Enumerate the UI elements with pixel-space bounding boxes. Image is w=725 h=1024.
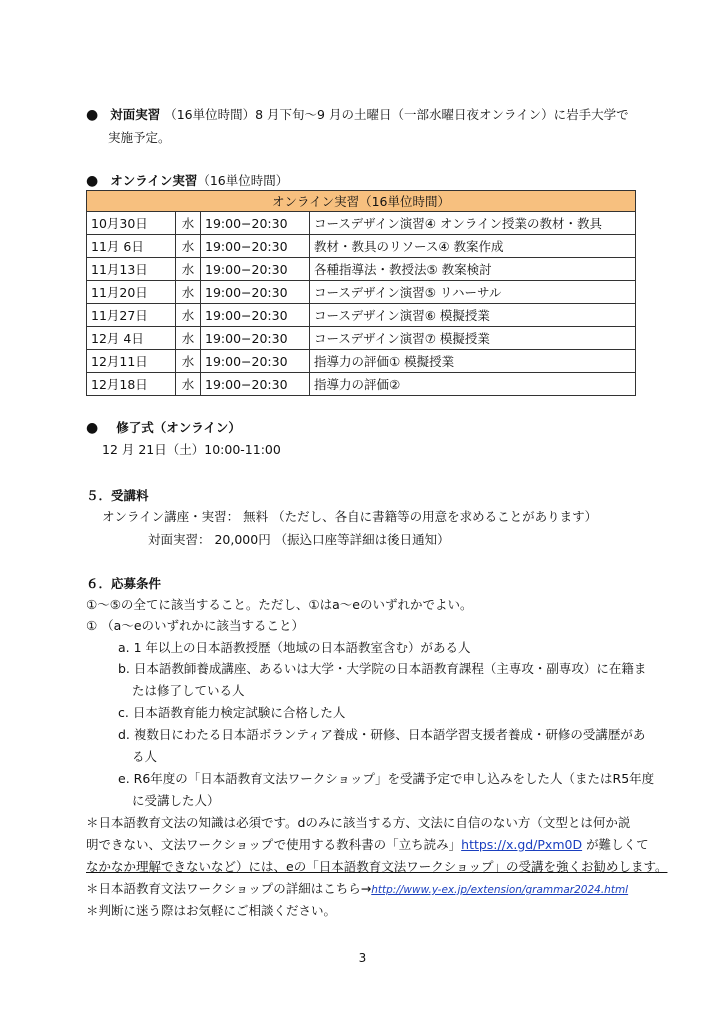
table-row xyxy=(87,350,636,373)
table-row xyxy=(87,212,636,235)
note-consult: ＊判断に迷う際はお気軽にご相談ください。 xyxy=(86,903,337,918)
cell-topic: 各種指導法・教授法⑤ 教案検討 xyxy=(310,258,636,281)
condition-d-line-2: る人 xyxy=(132,749,158,764)
cell-time: 19:00−20:30 xyxy=(201,304,310,327)
condition-a: a. 1 年以上の日本語教授歴（地域の日本語教室含む）がある人 xyxy=(118,640,471,655)
table-row xyxy=(87,281,636,304)
cell-time: 19:00−20:30 xyxy=(201,258,310,281)
table-row xyxy=(87,327,636,350)
bullet-icon: ● xyxy=(86,173,99,189)
fee-line-online: オンライン講座・実習： 無料 （ただし、各自に書籍等の用意を求めることがあります） xyxy=(102,509,598,524)
face-to-face-label: 対面実習 xyxy=(110,107,161,122)
cell-date: 11月20日 xyxy=(87,281,176,304)
table-row xyxy=(87,235,636,258)
condition-c: c. 日本語教育能力検定試験に合格した人 xyxy=(118,705,346,720)
cell-day: 水 xyxy=(176,281,201,304)
cell-time: 19:00−20:30 xyxy=(201,350,310,373)
cell-topic: 指導力の評価① 模擬授業 xyxy=(310,350,636,373)
note-grammar-line-1: ＊日本語教育文法の知識は必須です。dのみに該当する方、文法に自信のない方（文型とは何か説 xyxy=(86,815,631,830)
cell-date: 10月30日 xyxy=(87,212,176,235)
cell-time: 19:00−20:30 xyxy=(201,281,310,304)
cell-day: 水 xyxy=(176,304,201,327)
cell-date: 11月 6日 xyxy=(87,235,176,258)
cell-date: 12月 4日 xyxy=(87,327,176,350)
condition-b-line-2: たは修了している人 xyxy=(132,683,245,698)
online-label: オンライン実習 xyxy=(110,173,198,188)
textbook-preview-link[interactable]: https://x.gd/Pxm0D xyxy=(461,837,583,852)
cell-date: 12月11日 xyxy=(87,350,176,373)
online-suffix: （16単位時間） xyxy=(197,173,289,188)
cell-day: 水 xyxy=(176,235,201,258)
condition-b-line-1: b. 日本語教師養成講座、あるいは大学・大学院の日本語教育課程（主専攻・副専攻）に在籍ま xyxy=(118,661,647,676)
cell-day: 水 xyxy=(176,212,201,235)
cell-day: 水 xyxy=(176,327,201,350)
completion-date: 12 月 21日（土）10:00-11:00 xyxy=(102,442,281,457)
bullet-icon: ● xyxy=(86,107,99,123)
workshop-details-link[interactable]: http://www.y-ex.jp/extension/grammar2024.html xyxy=(371,884,629,896)
note-grammar-line-2 xyxy=(86,835,649,853)
table-row xyxy=(87,258,636,281)
bullet-icon: ● xyxy=(86,420,99,436)
note-grammar-text-tail: が難しくて xyxy=(582,837,649,852)
conditions-heading: ６．応募条件 xyxy=(86,576,162,591)
cell-time: 19:00−20:30 xyxy=(201,235,310,258)
note-grammar-line-3: なかなか理解できないなど）には、eの「日本語教育文法ワークショップ」の受講を強くお勧めします。 xyxy=(86,859,668,874)
note-workshop-details xyxy=(86,879,628,897)
cell-topic: コースデザイン演習④ オンライン授業の教材・教具 xyxy=(310,212,636,235)
cell-topic: コースデザイン演習⑦ 模擬授業 xyxy=(310,327,636,350)
cell-topic: コースデザイン演習⑤ リハーサル xyxy=(310,281,636,304)
note-workshop-text: ＊日本語教育文法ワークショップの詳細はこちら→ xyxy=(86,881,372,896)
condition-e-line-1: e. R6年度の「日本語教育文法ワークショップ」を受講予定で申し込みをした人（またはR5年度 xyxy=(118,771,655,786)
cell-topic: コースデザイン演習⑥ 模擬授業 xyxy=(310,304,636,327)
page-number: 3 xyxy=(358,951,367,965)
condition-e-line-2: に受講した人） xyxy=(132,793,220,808)
completion-label: 修了式（オンライン） xyxy=(116,420,241,435)
cell-time: 19:00−20:30 xyxy=(201,327,310,350)
cell-time: 19:00−20:30 xyxy=(201,212,310,235)
face-to-face-text: （16単位時間）8 月下旬～9 月の土曜日（一部水曜日夜オンライン）に岩手大学で xyxy=(164,107,629,122)
cell-day: 水 xyxy=(176,373,201,396)
online-heading xyxy=(86,171,288,189)
cell-time: 19:00−20:30 xyxy=(201,373,310,396)
table-body xyxy=(87,212,636,396)
table-header: オンライン実習（16単位時間） xyxy=(87,191,636,212)
cell-date: 11月13日 xyxy=(87,258,176,281)
condition-item-1: ① （a～eのいずれかに該当すること） xyxy=(86,618,305,633)
cell-day: 水 xyxy=(176,258,201,281)
note-grammar-text: 明できない、文法ワークショップで使用する教科書の「立ち読み」 xyxy=(86,837,462,852)
face-to-face-line-2: 実施予定。 xyxy=(108,130,171,145)
cell-date: 12月18日 xyxy=(87,373,176,396)
table-row xyxy=(87,304,636,327)
table-row xyxy=(87,373,636,396)
cell-topic: 指導力の評価② xyxy=(310,373,636,396)
face-to-face-line-1 xyxy=(86,105,629,123)
condition-d-line-1: d. 複数日にわたる日本語ボランティア養成・研修、日本語学習支援者養成・研修の受講歴があ xyxy=(118,727,646,742)
cell-date: 11月27日 xyxy=(87,304,176,327)
online-schedule-table xyxy=(86,190,636,396)
fee-heading: ５．受講料 xyxy=(86,488,149,503)
fee-line-face-to-face: 対面実習： 20,000円 （振込口座等詳細は後日通知） xyxy=(148,532,450,547)
completion-heading xyxy=(86,418,241,436)
conditions-intro: ①～⑤の全てに該当すること。ただし、①はa～eのいずれかでよい。 xyxy=(86,597,473,612)
cell-topic: 教材・教具のリソース④ 教案作成 xyxy=(310,235,636,258)
cell-day: 水 xyxy=(176,350,201,373)
